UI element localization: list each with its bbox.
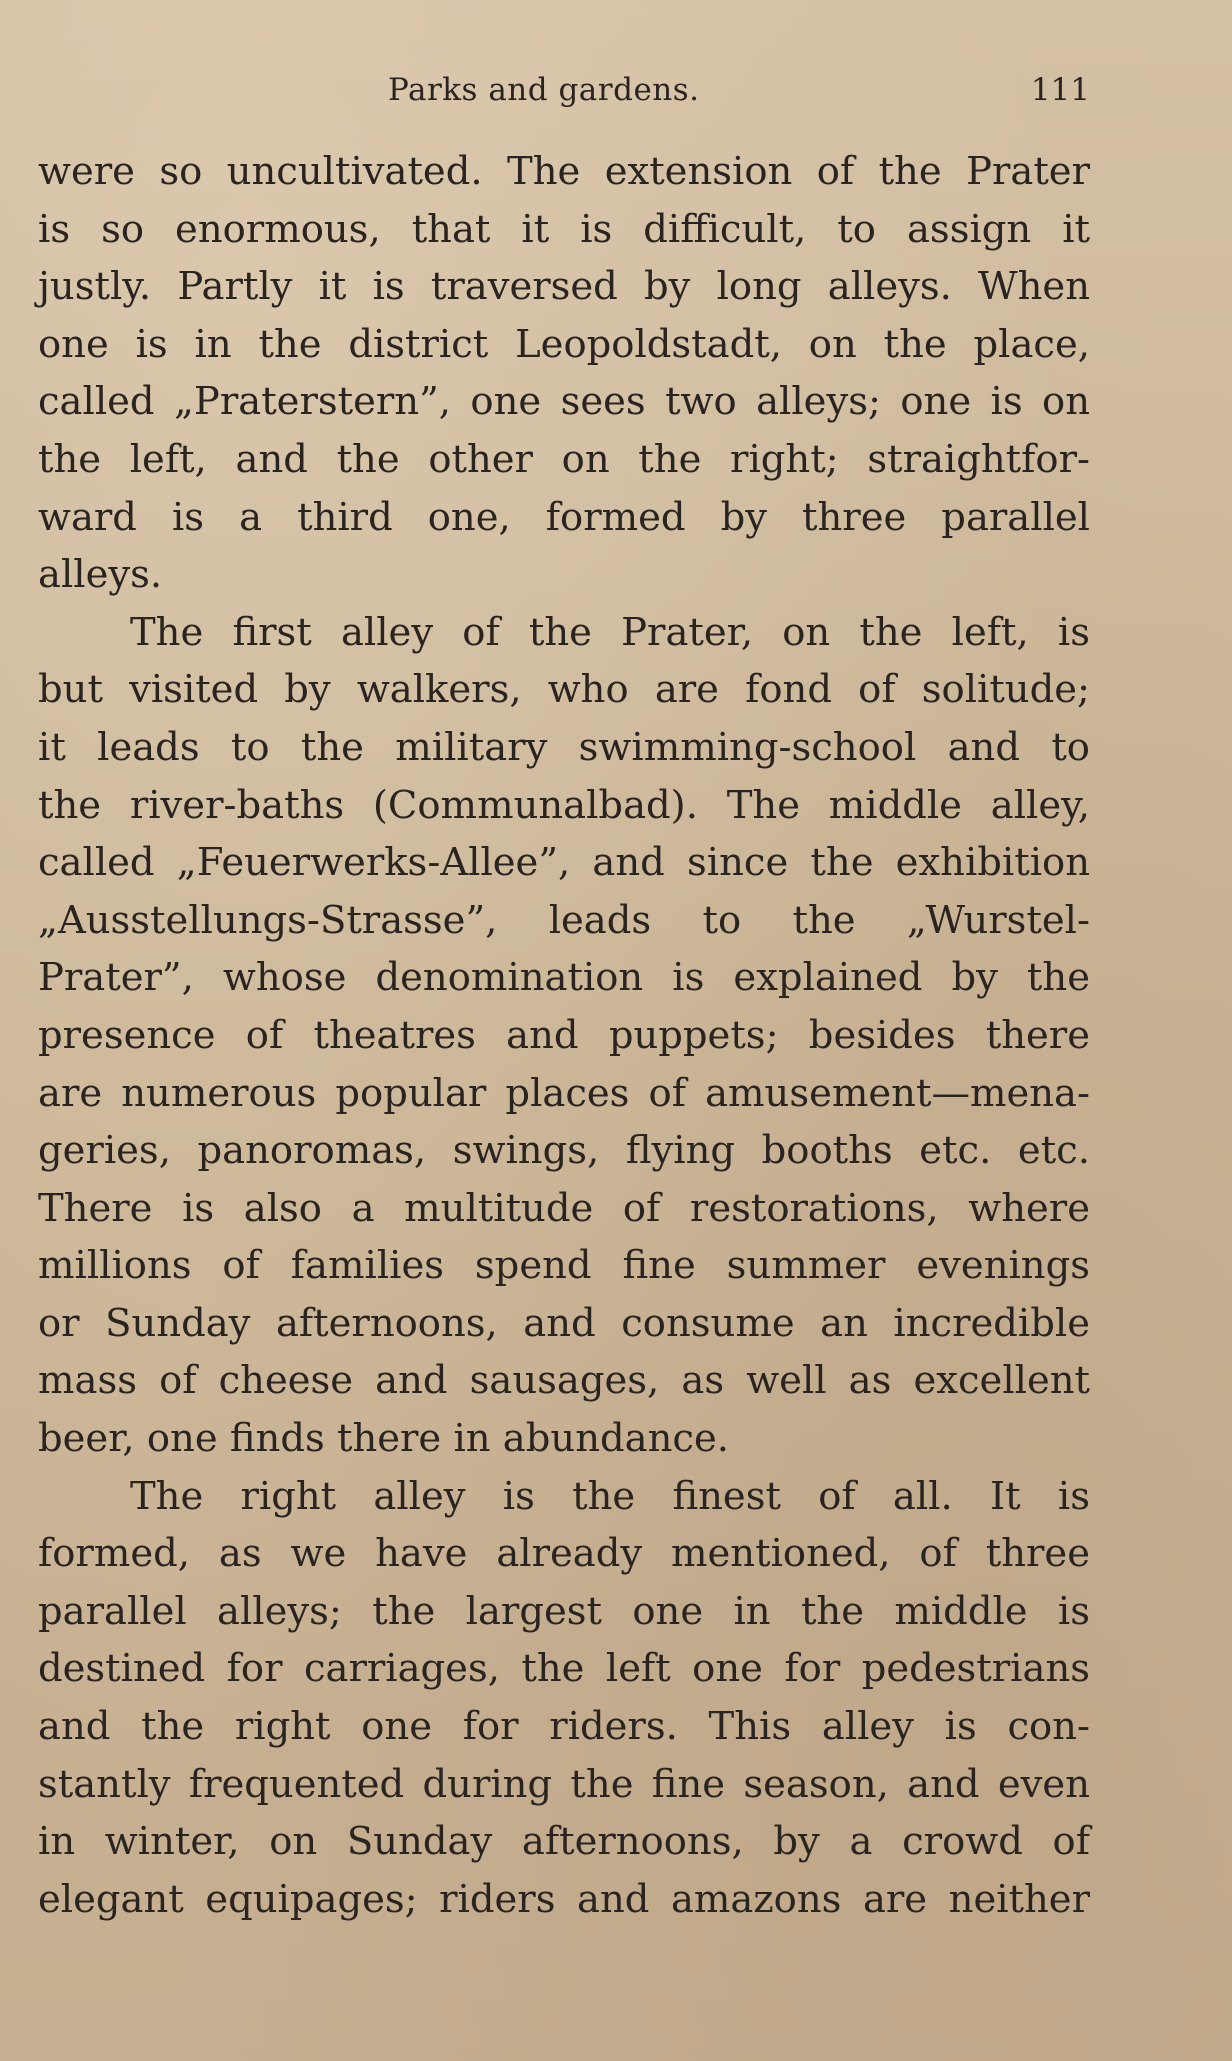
text-line: millions of families spend fine summer evenings [38, 1243, 1090, 1289]
text-line: but visited by walkers, who are fond of solitude; [38, 667, 1090, 713]
text-line: geries, panoromas, swings, flying booths etc. etc. [38, 1128, 1090, 1174]
text-line: „Ausstellungs-Strasse”, leads to the „Wurstel- [38, 897, 1090, 943]
text-line: beer, one finds there in abundance. [38, 1416, 729, 1462]
text-line: The right alley is the finest of all. It is [130, 1473, 1090, 1519]
text-line: destined for carriages, the left one for pedestrians [38, 1646, 1090, 1692]
text-line: justly. Partly it is traversed by long alleys. When [38, 264, 1090, 310]
text-line: the river-baths (Communalbad). The middle alley, [38, 782, 1090, 828]
text-line: are numerous popular places of amusement—mena- [38, 1070, 1090, 1116]
text-line: in winter, on Sunday afternoons, by a crowd of [38, 1819, 1090, 1865]
text-line: ward is a third one, formed by three parallel [38, 494, 1090, 540]
text-line: Prater”, whose denomination is explained by the [38, 955, 1090, 1001]
text-line: The first alley of the Prater, on the left, is [130, 609, 1090, 655]
running-head [40, 72, 1090, 122]
paragraph [38, 604, 1090, 1468]
paragraph [38, 1468, 1090, 1929]
text-line: is so enormous, that it is difficult, to assign it [38, 206, 1090, 252]
text-line: the left, and the other on the right; straightfor- [38, 436, 1090, 482]
text-line: it leads to the military swimming-school and to [38, 724, 1090, 770]
paragraph [38, 143, 1090, 604]
body-text [38, 143, 1090, 1928]
text-line: elegant equipages; riders and amazons are neither [38, 1876, 1090, 1922]
text-line: or Sunday afternoons, and consume an incredible [38, 1300, 1090, 1346]
text-line: were so uncultivated. The extension of the Prater [38, 149, 1090, 194]
text-line: presence of theatres and puppets; besides there [38, 1012, 1090, 1058]
text-line: one is in the district Leopoldstadt, on the place, [38, 321, 1090, 367]
text-line: parallel alleys; the largest one in the middle is [38, 1588, 1090, 1634]
text-line: called „Praterstern”, one sees two alleys; one is on [38, 379, 1090, 425]
text-line: alleys. [38, 552, 163, 598]
running-title: Parks and gardens. [388, 72, 700, 108]
page-number: 111 [1030, 72, 1090, 108]
text-line: called „Feuerwerks-Allee”, and since the exhibition [38, 840, 1090, 886]
text-line: and the right one for riders. This alley is con- [38, 1704, 1090, 1750]
text-line: There is also a multitude of restorations, where [38, 1185, 1090, 1231]
text-line: formed, as we have already mentioned, of three [38, 1531, 1090, 1577]
text-line: mass of cheese and sausages, as well as excellent [38, 1358, 1090, 1404]
text-line: stantly frequented during the fine season, and even [38, 1761, 1090, 1807]
